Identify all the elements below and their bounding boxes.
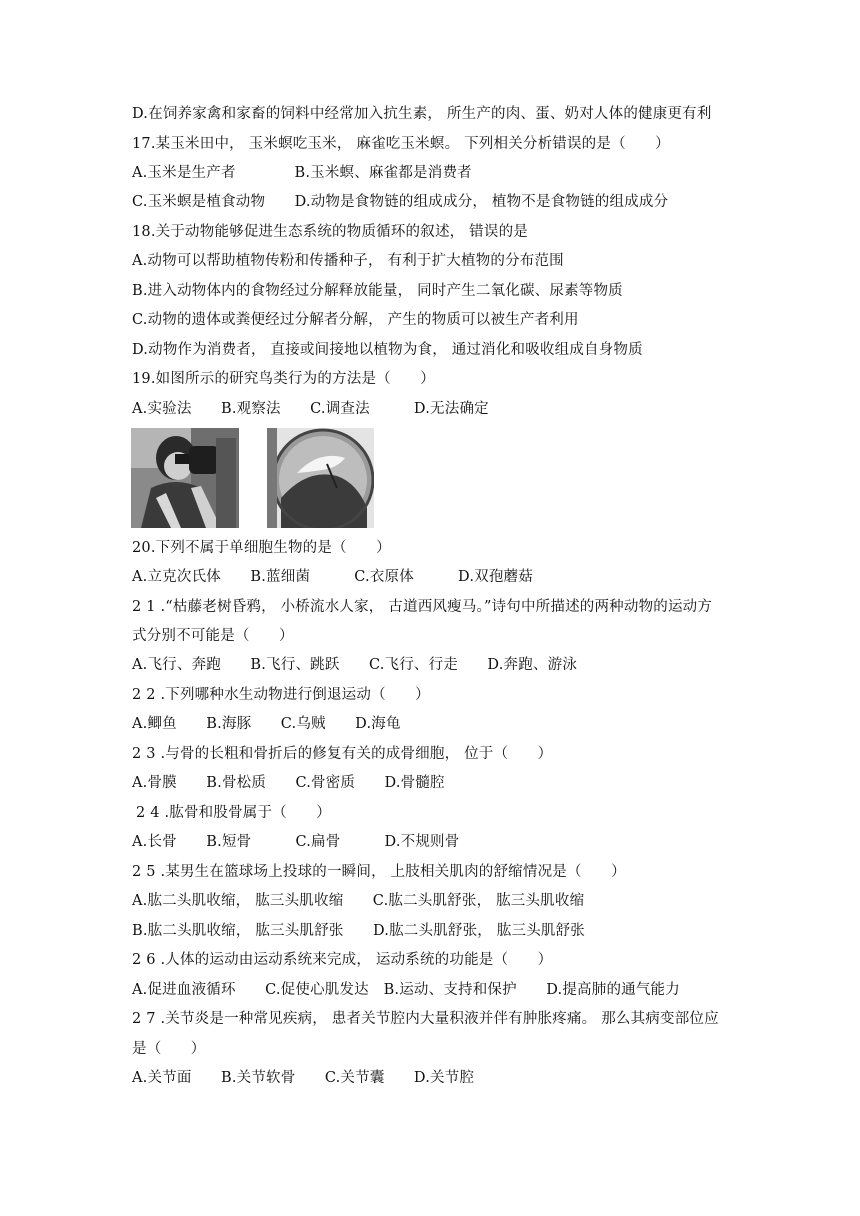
- q26-options: A.促进血液循环 C.促使心肌发达 B.运动、支持和保护 D.提高肺的通气能力: [132, 982, 680, 998]
- q17-stem: 17.某玉米田中， 玉米螟吃玉米， 麻雀吃玉米螟。 下列相关分析错误的是（ ）: [132, 136, 670, 152]
- q26-stem: 2 6 .人体的运动由运动系统来完成， 运动系统的功能是（ ）: [132, 952, 553, 968]
- q25-stem: 2 5 .某男生在篮球场上投球的一瞬间， 上肢相关肌肉的舒缩情况是（ ）: [132, 864, 626, 880]
- q27-stem-cont: 是（ ）: [132, 1041, 206, 1057]
- q20-stem: 20.下列不属于单细胞生物的是（ ）: [132, 540, 391, 556]
- q21-stem-cont: 式分别不可能是（ ）: [132, 628, 294, 644]
- q17-options-ab: A.玉米是生产者 B.玉米螟、麻雀都是消费者: [132, 165, 472, 181]
- q21-stem: 2 1 .“枯藤老树昏鸦， 小桥流水人家， 古道西风瘦马。”诗句中所描述的两种动物的运动方: [132, 599, 713, 615]
- q25-options-ac: A.肱二头肌收缩， 肱三头肌收缩 C.肱二头肌舒张， 肱三头肌收缩: [132, 893, 585, 909]
- q23-stem: 2 3 .与骨的长粗和骨折后的修复有关的成骨细胞， 位于（ ）: [132, 746, 553, 762]
- q18-stem: 18.关于动物能够促进生态系统的物质循环的叙述， 错误的是: [132, 224, 528, 240]
- q17-options-cd: C.玉米螟是植食动物 D.动物是食物链的组成成分， 植物不是食物链的组成成分: [132, 194, 669, 210]
- q27-options: A.关节面 B.关节软骨 C.关节囊 D.关节腔: [132, 1070, 475, 1086]
- q18-option-c: C.动物的遗体或粪便经过分解者分解， 产生的物质可以被生产者利用: [132, 312, 579, 328]
- person-with-binoculars-photo: [131, 428, 239, 528]
- q24-stem: 2 4 .肱骨和股骨属于（ ）: [136, 805, 331, 821]
- q20-options: A.立克次氏体 B.蓝细菌 C.衣原体 D.双孢蘑菇: [132, 569, 533, 585]
- q18-option-a: A.动物可以帮助植物传粉和传播种子， 有利于扩大植物的分布范围: [132, 253, 564, 269]
- q23-options: A.骨膜 B.骨松质 C.骨密质 D.骨髓腔: [132, 775, 445, 791]
- q22-options: A.鲫鱼 B.海豚 C.乌贼 D.海龟: [132, 716, 401, 732]
- q25-options-bd: B.肱二头肌收缩， 肱三头肌舒张 D.肱二头肌舒张， 肱三头肌舒张: [132, 923, 585, 939]
- q22-stem: 2 2 .下列哪种水生动物进行倒退运动（ ）: [132, 687, 430, 703]
- q19-options: A.实验法 B.观察法 C.调查法 D.无法确定: [132, 401, 489, 417]
- bird-through-binoculars-photo: [267, 428, 374, 528]
- q18-option-b: B.进入动物体内的食物经过分解释放能量， 同时产生二氧化碳、尿素等物质: [132, 283, 623, 299]
- q16-option-d: D.在饲养家禽和家畜的饲料中经常加入抗生素， 所生产的肉、蛋、奶对人体的健康更有利: [132, 106, 712, 122]
- q18-option-d: D.动物作为消费者， 直接或间接地以植物为食， 通过消化和吸收组成自身物质: [132, 342, 643, 358]
- q24-options: A.长骨 B.短骨 C.扁骨 D.不规则骨: [132, 834, 460, 850]
- q19-stem: 19.如图所示的研究鸟类行为的方法是（ ）: [132, 371, 435, 387]
- q27-stem: 2 7 .关节炎是一种常见疾病， 患者关节腔内大量积液并伴有肿胀疼痛。 那么其病变部位应: [132, 1011, 719, 1027]
- q21-options: A.飞行、奔跑 B.飞行、跳跃 C.飞行、行走 D.奔跑、游泳: [132, 657, 578, 673]
